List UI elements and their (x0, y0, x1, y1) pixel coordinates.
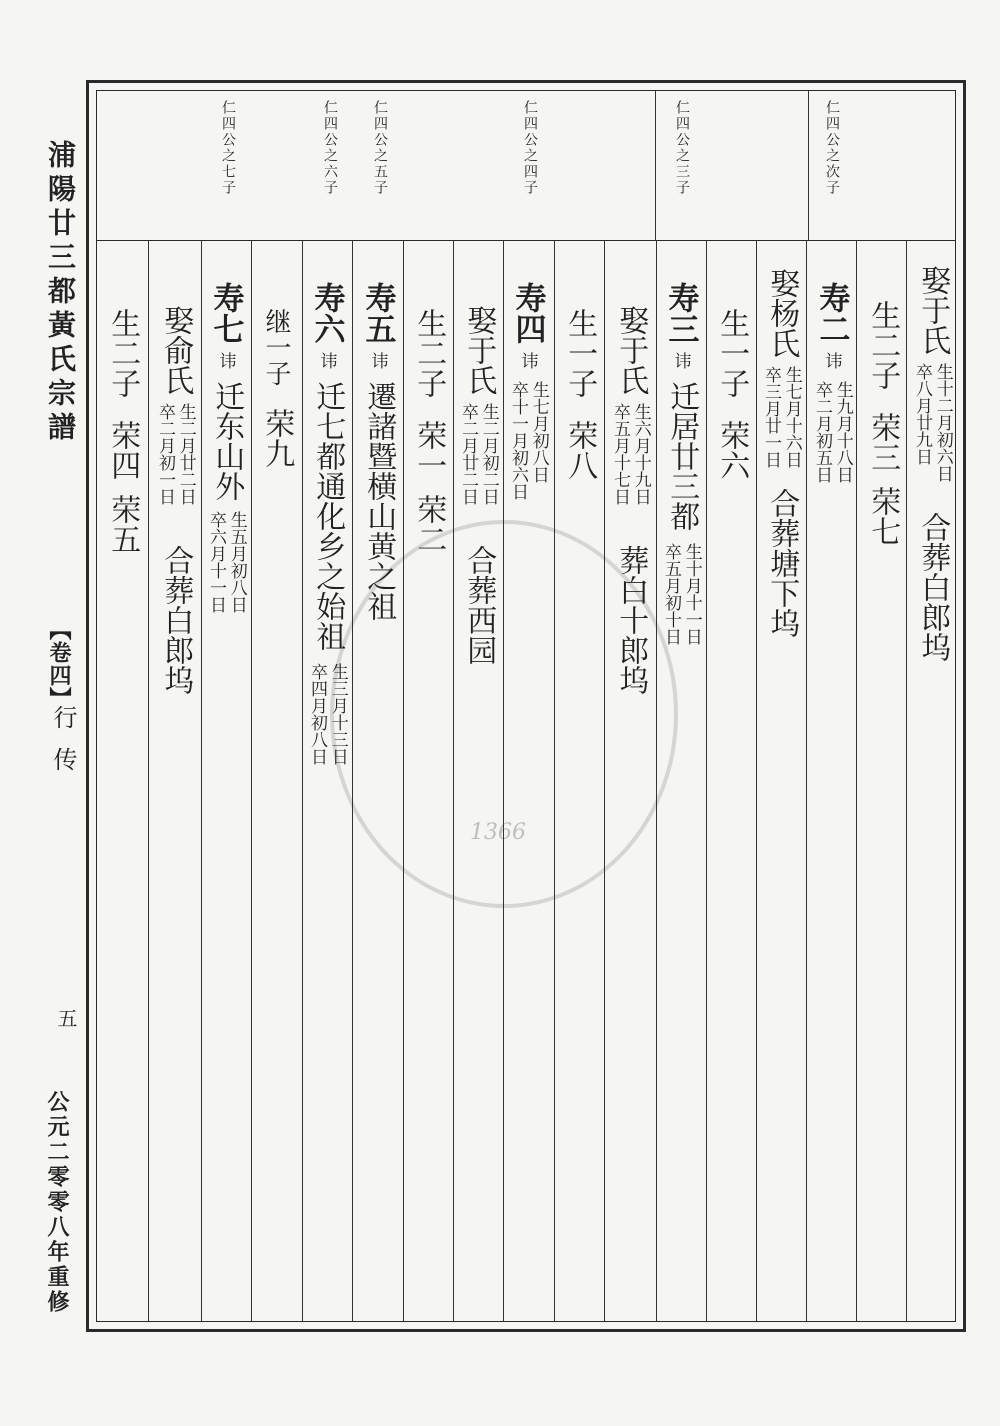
marriage-text: 娶于氏 (461, 305, 497, 395)
taboo-name-marker: 讳 (821, 352, 842, 369)
column-divider (806, 240, 807, 1322)
entry-column (912, 265, 953, 662)
column-divider (706, 240, 707, 1322)
burial-text: 合葬塘下坞 (764, 488, 800, 638)
birth-date: 生七月十六日 (781, 366, 802, 468)
child-name: 荣八 (562, 420, 598, 480)
person-name: 寿四 (509, 282, 546, 344)
column-divider (148, 240, 149, 1322)
children-count: 生二子 (411, 308, 447, 398)
entry-column (360, 282, 396, 621)
child-name: 荣九 (259, 408, 295, 468)
header-divider (96, 240, 956, 241)
entry-column (610, 305, 651, 695)
header-note: 仁四公之五子 (372, 100, 388, 196)
header-note: 仁四公之次子 (824, 100, 840, 196)
column-divider (352, 240, 353, 1322)
migration-text: 迁东山外 (209, 381, 245, 501)
entry-column (561, 308, 597, 480)
child-name: 荣二 (411, 494, 447, 554)
entry-column (761, 268, 802, 638)
column-divider (856, 240, 857, 1322)
child-name: 荣五 (105, 494, 141, 554)
entry-column (410, 308, 446, 554)
entry-column (508, 282, 549, 500)
birth-date: 生九月十八日 (832, 381, 853, 483)
children-count: 生一子 (562, 308, 598, 398)
child-name: 荣七 (865, 486, 901, 546)
marriage-text: 娶于氏 (915, 265, 951, 355)
entry-column (206, 282, 247, 613)
child-name: 荣六 (714, 420, 750, 480)
birth-date: 生五月初八日 (226, 511, 247, 613)
column-divider (503, 240, 504, 1322)
header-note: 仁四公之七子 (220, 100, 236, 196)
child-name: 荣四 (105, 420, 141, 480)
column-divider (554, 240, 555, 1322)
taboo-name-marker: 讳 (367, 352, 388, 369)
death-date: 卒二月初一日 (155, 403, 175, 505)
header-divider-v (655, 90, 656, 240)
birth-date: 生十二月初六日 (932, 363, 953, 482)
header-note: 仁四公之四子 (522, 100, 538, 196)
children-count: 生二子 (865, 300, 901, 390)
death-date: 卒三月廿一日 (761, 366, 781, 468)
death-date: 卒八月廿九日 (912, 363, 932, 465)
person-name: 寿三 (662, 282, 699, 344)
death-date: 卒六月十一日 (206, 511, 226, 613)
burial-text: 合葬白郎坞 (158, 545, 194, 695)
death-date: 卒五月十七日 (610, 403, 630, 505)
birth-date: 生三月十三日 (327, 663, 348, 765)
seal-number: 1366 (470, 820, 526, 845)
genealogy-title: 浦陽廿三都黃氏宗譜 (44, 140, 77, 446)
header-note: 仁四公之三子 (674, 100, 690, 196)
section-label: 行传 (49, 705, 77, 789)
burial-text: 合葬白郎坞 (915, 512, 951, 662)
birth-date: 生十月十一日 (681, 543, 702, 645)
migration-text: 迁七都通化乡之始祖 (310, 381, 346, 651)
taboo-name-marker: 讳 (670, 352, 691, 369)
children-count: 生一子 (714, 308, 750, 398)
entry-column (812, 282, 853, 483)
person-name: 寿五 (359, 282, 396, 344)
death-date: 卒四月初八日 (307, 663, 327, 765)
taboo-name-marker: 讳 (316, 352, 337, 369)
column-divider (604, 240, 605, 1322)
column-divider (251, 240, 252, 1322)
column-divider (453, 240, 454, 1322)
children-count: 生二子 (105, 308, 141, 398)
entry-column (104, 308, 140, 554)
migration-text: 遷諸暨横山黄之祖 (361, 381, 397, 621)
birth-date: 生二月初二日 (478, 403, 499, 505)
entry-column (258, 308, 294, 468)
entry-column (155, 305, 196, 695)
taboo-name-marker: 讳 (517, 352, 538, 369)
entry-column (458, 305, 499, 665)
person-name: 寿六 (308, 282, 345, 344)
person-name: 寿七 (207, 282, 244, 344)
death-date: 卒五月初十日 (661, 543, 681, 645)
header-note: 仁四公之六子 (322, 100, 338, 196)
child-name: 荣一 (411, 420, 447, 480)
child-name: 荣三 (865, 412, 901, 472)
marriage-text: 娶于氏 (613, 305, 649, 395)
death-date: 卒二月廿二日 (458, 403, 478, 505)
burial-text: 葬白十郎坞 (613, 545, 649, 695)
page-number: 五 (54, 1008, 78, 1028)
marriage-text: 娶杨氏 (764, 268, 800, 358)
entry-column (713, 308, 749, 480)
birth-date: 生六月十九日 (630, 403, 651, 505)
volume-label: 【卷四】 (46, 618, 72, 710)
person-name: 寿二 (813, 282, 850, 344)
entry-column (864, 300, 900, 546)
burial-text: 合葬西园 (461, 545, 497, 665)
column-divider (756, 240, 757, 1322)
migration-text: 迁居廿三都 (664, 381, 700, 531)
entry-column (661, 282, 702, 645)
column-divider (403, 240, 404, 1322)
entry-column (307, 282, 348, 765)
taboo-name-marker: 讳 (215, 352, 236, 369)
death-date: 卒十一月初六日 (508, 381, 528, 500)
birth-date: 生二月廿二日 (175, 403, 196, 505)
birth-date: 生七月初八日 (528, 381, 549, 483)
column-divider (906, 240, 907, 1322)
edition-label: 公元二零零八年重修 (44, 1090, 70, 1315)
column-divider (201, 240, 202, 1322)
column-divider (656, 240, 657, 1322)
header-divider-v (808, 90, 809, 240)
children-count: 继一子 (261, 308, 292, 386)
death-date: 卒二月初五日 (812, 381, 832, 483)
marriage-text: 娶俞氏 (158, 305, 194, 395)
column-divider (302, 240, 303, 1322)
